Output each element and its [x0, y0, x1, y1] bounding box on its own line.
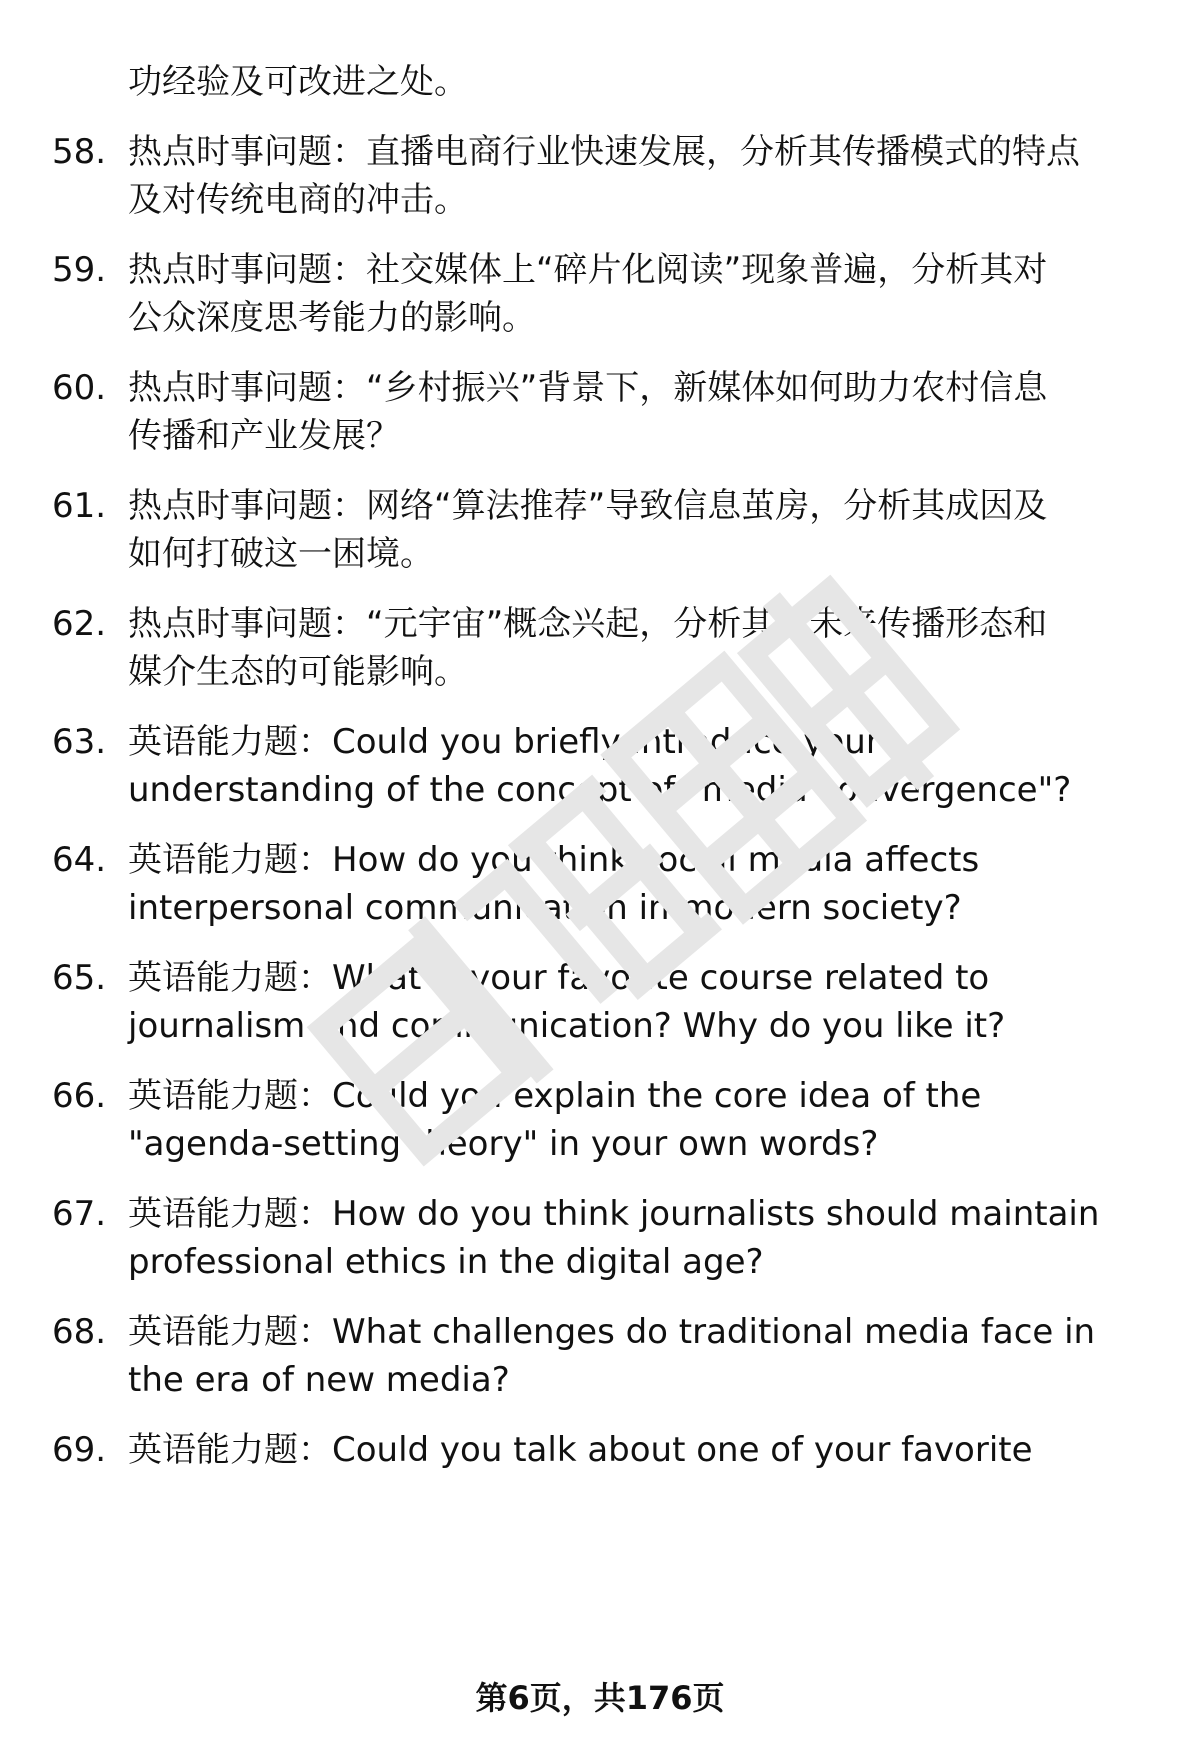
question-line: 英语能力题：What is your favorite course related to: [128, 958, 990, 998]
question-number: 61.: [52, 486, 107, 526]
question-line: 英语能力题：Could you talk about one of your favorite: [128, 1430, 1033, 1470]
question-line: interpersonal communication in modern society?: [128, 888, 962, 928]
question-line: 热点时事问题：社交媒体上“碎片化阅读”现象普遍，分析其对: [128, 250, 1048, 290]
question-text: [128, 954, 1188, 1050]
question-number: 64.: [52, 840, 107, 880]
question-number: 68.: [52, 1312, 107, 1352]
question-text: [128, 1190, 1188, 1286]
question-line: 传播和产业发展？: [128, 416, 400, 456]
question-number: 69.: [52, 1430, 107, 1470]
question-line: 热点时事问题：直播电商行业快速发展，分析其传播模式的特点: [128, 132, 1080, 172]
question-text: [128, 1308, 1188, 1404]
question-text: [128, 1426, 1188, 1474]
question-text: [128, 482, 1188, 578]
question-number: 67.: [52, 1194, 107, 1234]
question-line: 媒介生态的可能影响。: [128, 652, 468, 692]
question-text: [128, 836, 1188, 932]
question-text: [128, 1072, 1188, 1168]
question-text: [128, 718, 1188, 814]
question-line: the era of new media?: [128, 1360, 510, 1400]
question-line: 英语能力题：How do you think social media affects: [128, 840, 980, 880]
continuation-text: 功经验及可改进之处。: [128, 62, 468, 102]
question-text: [128, 600, 1188, 696]
question-line: 热点时事问题：网络“算法推荐”导致信息茧房，分析其成因及: [128, 486, 1048, 526]
question-number: 62.: [52, 604, 107, 644]
question-number: 60.: [52, 368, 107, 408]
question-line: 热点时事问题：“乡村振兴”背景下，新媒体如何助力农村信息: [128, 368, 1048, 408]
question-number: 65.: [52, 958, 107, 998]
question-line: 及对传统电商的冲击。: [128, 180, 468, 220]
question-number: 63.: [52, 722, 107, 762]
question-line: 英语能力题：Could you explain the core idea of the: [128, 1076, 982, 1116]
question-line: 英语能力题：Could you briefly introduce your: [128, 722, 880, 762]
question-text: [128, 246, 1188, 342]
question-line: understanding of the concept of "media convergence"?: [128, 770, 1072, 810]
question-number: 58.: [52, 132, 107, 172]
question-line: professional ethics in the digital age?: [128, 1242, 764, 1282]
question-line: 公众深度思考能力的影响。: [128, 298, 536, 338]
question-text: [128, 128, 1188, 224]
question-text: [128, 364, 1188, 460]
question-number: 59.: [52, 250, 107, 290]
question-line: "agenda-setting theory" in your own words?: [128, 1124, 879, 1164]
page-number-footer: 第6页，共176页: [475, 1679, 725, 1717]
question-line: 英语能力题：What challenges do traditional media face in: [128, 1312, 1096, 1352]
question-line: journalism and communication? Why do you like it?: [128, 1006, 1006, 1046]
question-number: 66.: [52, 1076, 107, 1116]
question-line: 热点时事问题：“元宇宙”概念兴起，分析其对未来传播形态和: [128, 604, 1048, 644]
question-line: 如何打破这一困境。: [128, 534, 434, 574]
question-line: 英语能力题：How do you think journalists should maintain: [128, 1194, 1100, 1234]
